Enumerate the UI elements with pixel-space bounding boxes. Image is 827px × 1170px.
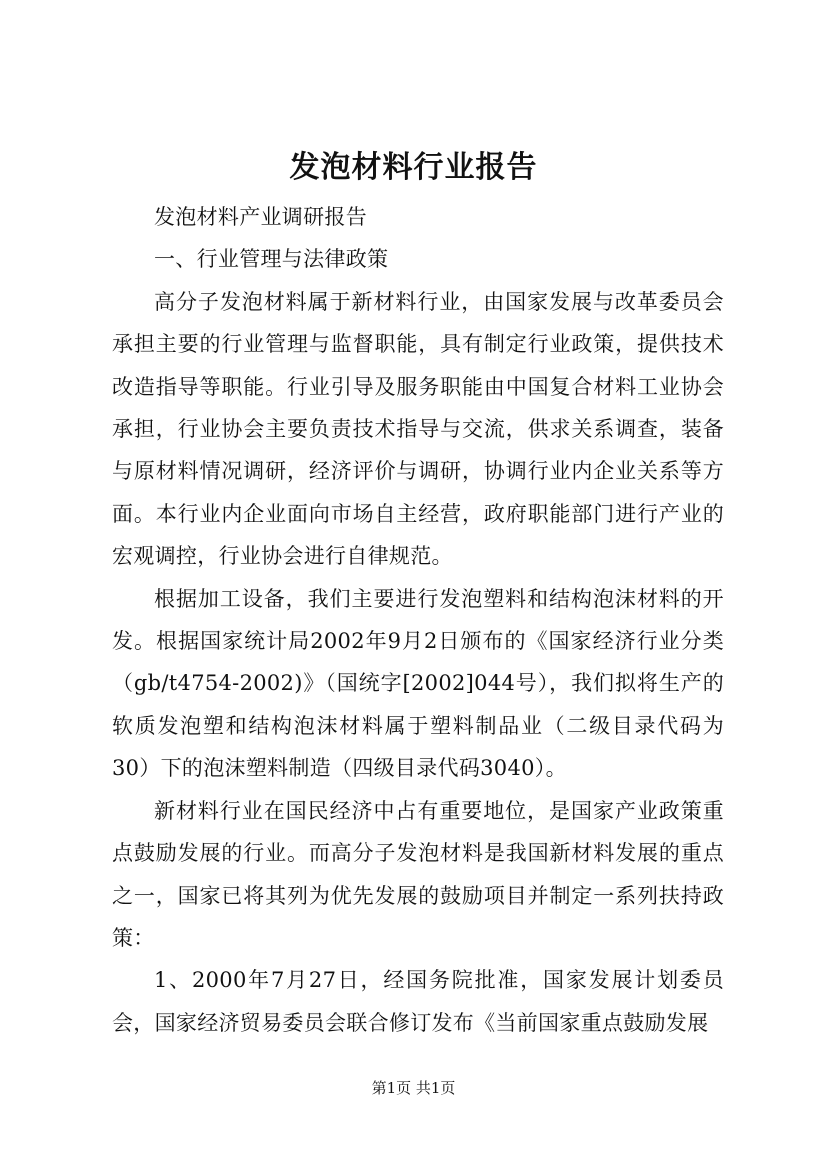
paragraph-industry-management: 高分子发泡材料属于新材料行业，由国家发展与改革委员会承担主要的行业管理与监督职能，具有制定行业政策，提供技术改造指导等职能。行业引导及服务职能由中国复合材料工业协会承担，行业协会主要负责技术指导与交流，供求关系调查，装备与原材料情况调研，经济评价与调研，协调行业内企业关系等方面。本行业内企业面向市场自主经营，政府职能部门进行产业的宏观调控，行业协会进行自律规范。 — [112, 289, 724, 569]
paragraph-section-heading: 一、行业管理与法律政策 — [154, 247, 389, 272]
paragraph-list-item-1: 1、2000年7月27日，经国务院批准，国家发展计划委员会，国家经济贸易委员会联合修订发布《当前国家重点鼓励发展 — [112, 968, 724, 1035]
document-body — [112, 196, 724, 1044]
paragraph-classification: 根据加工设备，我们主要进行发泡塑料和结构泡沫材料的开发。根据国家统计局2002年9月2日颁布的《国家经济行业分类（gb/t4754-2002)》（国统字[2002]044号），我们拟将生产的软质发泡塑和结构泡沫材料属于塑料制品业（二级目录代码为30）下的泡沫塑料制造（四级目录代码3040）。 — [112, 586, 724, 781]
paragraph-policy-support: 新材料行业在国民经济中占有重要地位，是国家产业政策重点鼓励发展的行业。而高分子发泡材料是我国新材料发展的重点之一，国家已将其列为优先发展的鼓励项目并制定一系列扶持政策： — [112, 798, 724, 950]
document-title: 发泡材料行业报告 — [289, 150, 538, 185]
paragraph-subtitle: 发泡材料产业调研报告 — [154, 205, 367, 229]
page-footer: 第1页 共1页 — [371, 1079, 456, 1097]
